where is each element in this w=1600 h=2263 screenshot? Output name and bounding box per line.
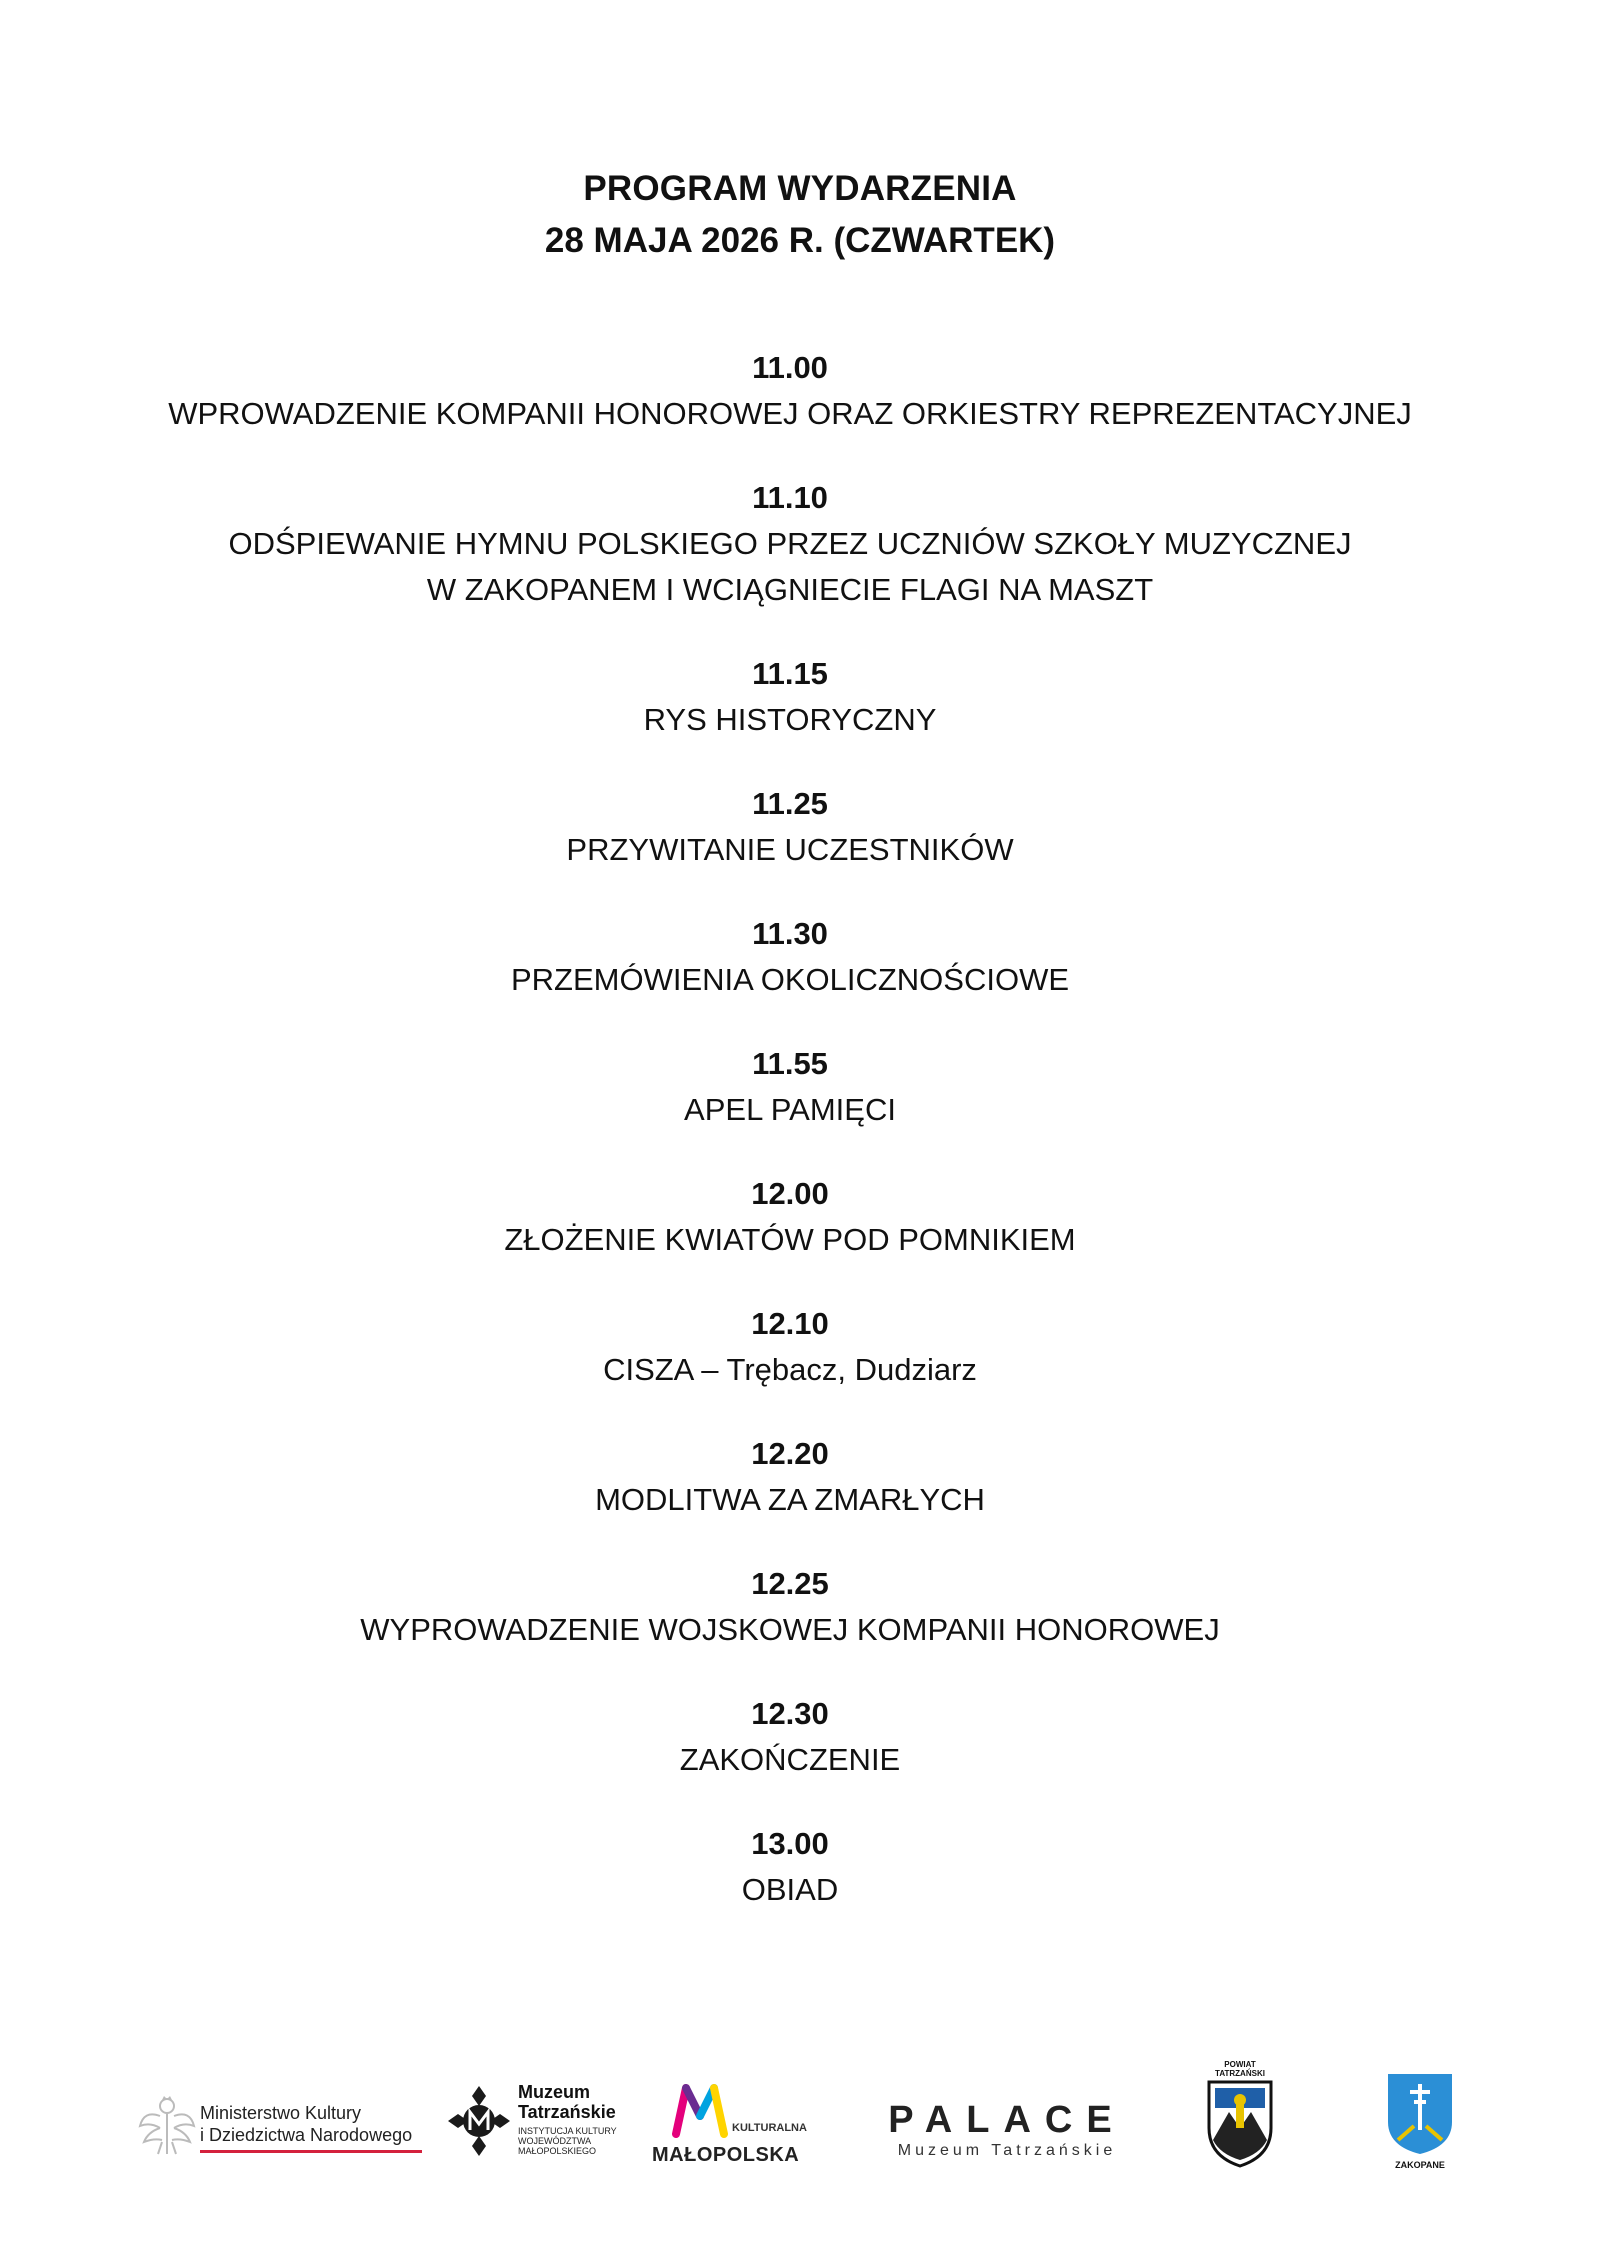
- mkidn-line1: Ministerstwo Kultury: [200, 2103, 362, 2123]
- muzeum-sub-line1: INSTYTUCJA KULTURY: [518, 2126, 617, 2136]
- logo-palace: [872, 2100, 1142, 2170]
- palace-subtitle: Muzeum Tatrzańskie: [897, 2142, 1117, 2159]
- malopolska-small-text: KULTURALNA: [732, 2122, 807, 2134]
- agenda-item: [40, 1171, 1540, 1263]
- agenda-description: PRZYWITANIE UCZESTNIKÓW: [566, 832, 1014, 867]
- agenda-item: [40, 1301, 1540, 1393]
- agenda-item: [40, 1691, 1540, 1783]
- agenda-list: [40, 345, 1540, 1951]
- agenda-time: 11.10: [752, 480, 828, 515]
- agenda-description: ZŁOŻENIE KWIATÓW POD POMNIKIEM: [504, 1222, 1076, 1257]
- agenda-description: PRZEMÓWIENIA OKOLICZNOŚCIOWE: [510, 962, 1070, 997]
- event-date: 28 MAJA 2026 R. (CZWARTEK): [544, 221, 1056, 260]
- logo-kulturalna-malopolska: [650, 2080, 810, 2170]
- agenda-time: 11.25: [752, 786, 828, 821]
- agenda-description: ZAKOŃCZENIE: [679, 1742, 901, 1777]
- mkidn-red-bar: [200, 2150, 422, 2153]
- agenda-time: 12.30: [751, 1696, 829, 1731]
- agenda-item: [40, 651, 1540, 743]
- muzeum-sub-line2: WOJEWÓDZTWA: [518, 2136, 592, 2146]
- agenda-time: 11.30: [752, 916, 828, 951]
- agenda-item: [40, 1041, 1540, 1133]
- muzeum-sub-line3: MAŁOPOLSKIEGO: [518, 2146, 597, 2156]
- agenda-description: WYPROWADZENIE WOJSKOWEJ KOMPANII HONOROWEJ: [360, 1612, 1220, 1647]
- logo-muzeum-tatrzanskie: [446, 2080, 636, 2170]
- mkidn-line2: i Dziedzictwa Narodowego: [200, 2125, 413, 2145]
- agenda-description: CISZA – Trębacz, Dudziarz: [603, 1352, 977, 1387]
- muzeum-name-line1: Muzeum: [518, 2082, 590, 2102]
- m-ribbon-icon: [670, 2080, 730, 2138]
- agenda-time: 11.00: [752, 350, 828, 385]
- agenda-item: [40, 1821, 1540, 1913]
- agenda-description: OBIAD: [741, 1872, 839, 1907]
- eagle-icon: [138, 2092, 196, 2156]
- agenda-description: MODLITWA ZA ZMARŁYCH: [595, 1482, 985, 1517]
- agenda-item: [40, 345, 1540, 437]
- agenda-time: 12.20: [751, 1436, 829, 1471]
- agenda-time: 12.10: [751, 1306, 829, 1341]
- agenda-time: 12.00: [751, 1176, 829, 1211]
- palace-word: PALACE: [888, 2099, 1126, 2141]
- powiat-coat-of-arms-icon: [1205, 2078, 1275, 2168]
- agenda-item: [40, 781, 1540, 873]
- agenda-description: WPROWADZENIE KOMPANII HONOROWEJ ORAZ ORKIESTRY REPREZENTACYJNEJ: [168, 396, 1412, 431]
- zakopane-label: ZAKOPANE: [1395, 2160, 1445, 2170]
- logo-zakopane: [1380, 2070, 1460, 2180]
- agenda-time: 12.25: [751, 1566, 829, 1601]
- agenda-description: RYS HISTORYCZNY: [643, 702, 937, 737]
- agenda-time: 11.55: [752, 1046, 828, 1081]
- muzeum-emblem-icon: [446, 2084, 512, 2158]
- powiat-line2: TATRZAŃSKI: [1215, 2069, 1265, 2078]
- page-title: PROGRAM WYDARZENIA: [583, 169, 1017, 208]
- agenda-item: [40, 1431, 1540, 1523]
- powiat-line1: POWIAT: [1224, 2060, 1256, 2069]
- malopolska-big-text: MAŁOPOLSKA: [652, 2144, 800, 2166]
- agenda-item: [40, 475, 1540, 613]
- agenda-item: [40, 911, 1540, 1003]
- logo-powiat-tatrzanski: [1205, 2060, 1275, 2180]
- muzeum-name-line2: Tatrzańskie: [518, 2102, 616, 2122]
- agenda-description: ODŚPIEWANIE HYMNU POLSKIEGO PRZEZ UCZNIÓW SZKOŁY MUZYCZNEJ W ZAKOPANEM I WCIĄGNIECIE FLAGI NA MASZT: [228, 526, 1352, 607]
- agenda-time: 11.15: [752, 656, 828, 691]
- sponsor-logos: [0, 2060, 1600, 2210]
- agenda-item: [40, 1561, 1540, 1653]
- agenda-description: APEL PAMIĘCI: [684, 1092, 896, 1127]
- zakopane-coat-of-arms-icon: [1380, 2070, 1460, 2156]
- logo-ministerstwo: [138, 2090, 428, 2160]
- header: [0, 163, 1600, 267]
- agenda-time: 13.00: [751, 1826, 829, 1861]
